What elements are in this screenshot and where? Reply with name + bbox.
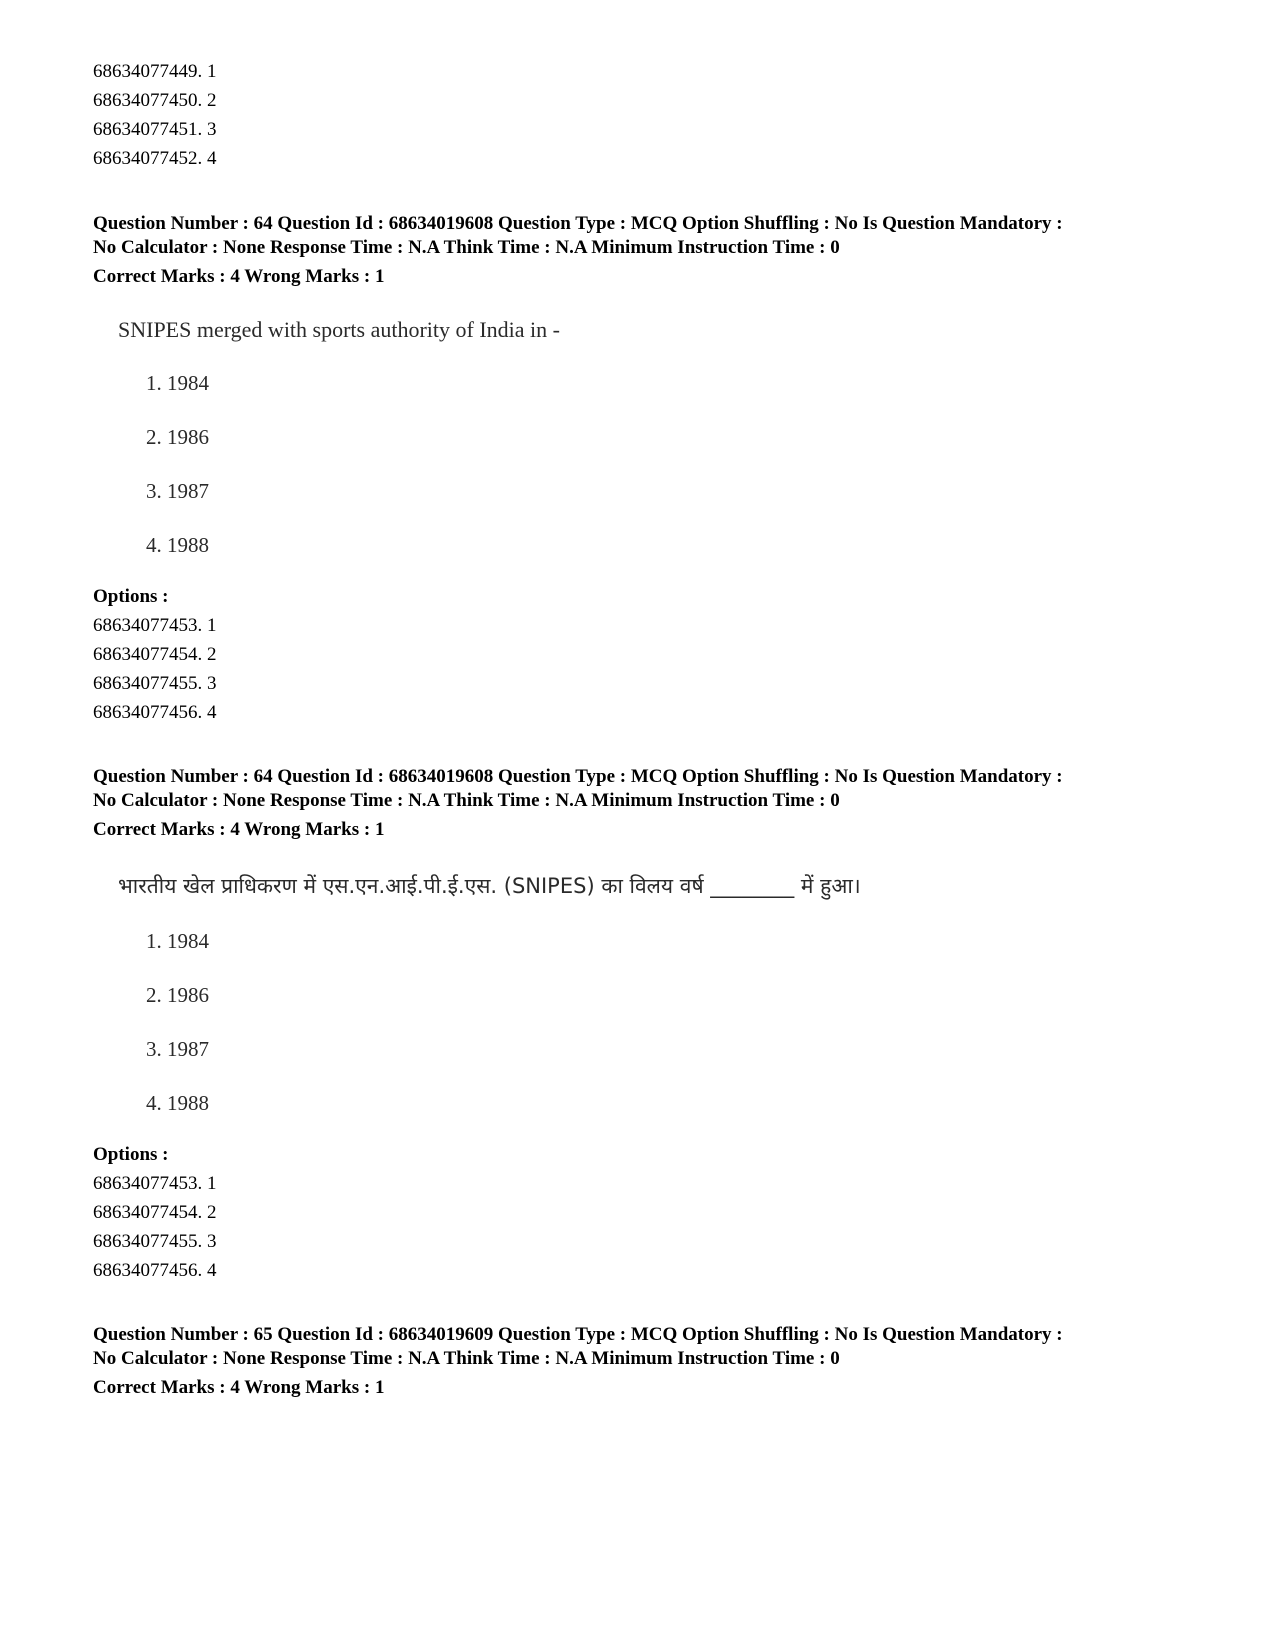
question-header-line: Question Number : 64 Question Id : 68634019608 Question Type : MCQ Option Shuffling : No Is Question Mandatory : (93, 766, 1063, 787)
question-text: भारतीय खेल प्राधिकरण में एस.एन.आई.पी.ई.एस. (SNIPES) का विलय वर्ष ________ में हुआ। (118, 874, 861, 898)
option-line: 68634077450. 2 (93, 90, 217, 111)
option-line: 68634077456. 4 (93, 1260, 217, 1281)
question-header-line: Question Number : 64 Question Id : 68634019608 Question Type : MCQ Option Shuffling : No Is Question Mandatory : (93, 213, 1063, 234)
option-line: 68634077455. 3 (93, 673, 217, 694)
option-line: 68634077454. 2 (93, 1202, 217, 1223)
options-label: Options : (93, 586, 169, 607)
answer-choice: 3. 1987 (146, 1037, 209, 1061)
option-line: 68634077454. 2 (93, 644, 217, 665)
marks-line: Correct Marks : 4 Wrong Marks : 1 (93, 266, 385, 287)
question-header-line: No Calculator : None Response Time : N.A Think Time : N.A Minimum Instruction Time : 0 (93, 1348, 840, 1369)
option-line: 68634077452. 4 (93, 148, 217, 169)
marks-line: Correct Marks : 4 Wrong Marks : 1 (93, 819, 385, 840)
answer-choice: 2. 1986 (146, 425, 209, 449)
option-line: 68634077455. 3 (93, 1231, 217, 1252)
question-text: SNIPES merged with sports authority of India in - (118, 317, 560, 342)
option-line: 68634077456. 4 (93, 702, 217, 723)
option-line: 68634077451. 3 (93, 119, 217, 140)
question-header-line: Question Number : 65 Question Id : 68634019609 Question Type : MCQ Option Shuffling : No Is Question Mandatory : (93, 1324, 1063, 1345)
question-header-line: No Calculator : None Response Time : N.A Think Time : N.A Minimum Instruction Time : 0 (93, 790, 840, 811)
option-line: 68634077453. 1 (93, 1173, 217, 1194)
options-label: Options : (93, 1144, 169, 1165)
answer-choice: 4. 1988 (146, 533, 209, 557)
answer-choice: 4. 1988 (146, 1091, 209, 1115)
option-line: 68634077449. 1 (93, 61, 217, 82)
marks-line: Correct Marks : 4 Wrong Marks : 1 (93, 1377, 385, 1398)
answer-choice: 1. 1984 (146, 929, 209, 953)
question-header-line: No Calculator : None Response Time : N.A Think Time : N.A Minimum Instruction Time : 0 (93, 237, 840, 258)
answer-choice: 3. 1987 (146, 479, 209, 503)
answer-choice: 2. 1986 (146, 983, 209, 1007)
answer-choice: 1. 1984 (146, 371, 209, 395)
option-line: 68634077453. 1 (93, 615, 217, 636)
